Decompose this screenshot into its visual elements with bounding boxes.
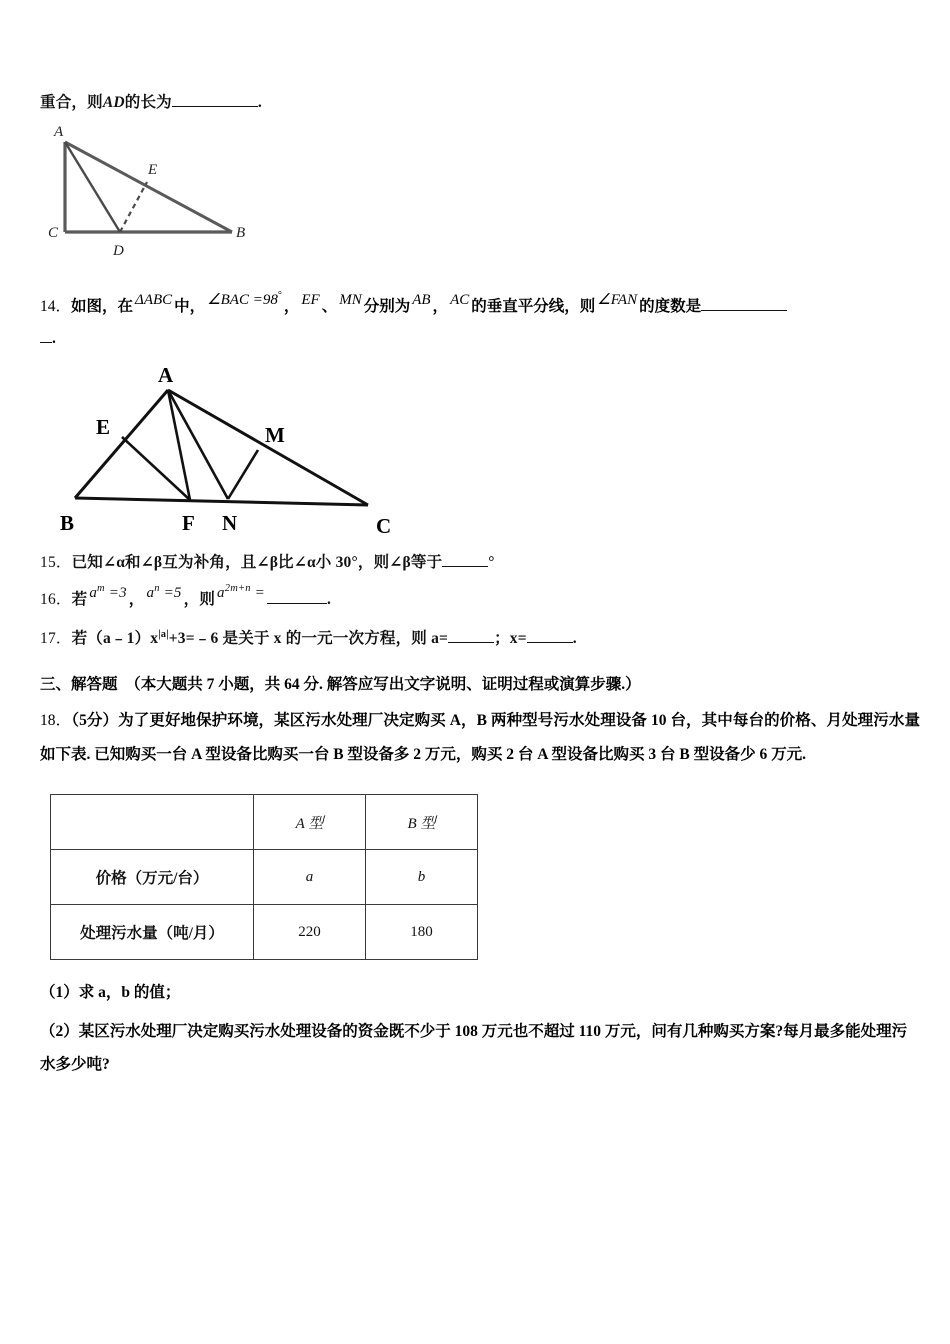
q16-eq-1: =3 bbox=[104, 585, 127, 601]
figure2-svg bbox=[40, 358, 460, 543]
q14-answer-blank[interactable] bbox=[701, 310, 787, 311]
q14-text-3: ， bbox=[283, 298, 300, 315]
q14-math-ab: AB bbox=[412, 292, 431, 308]
question-14-line2 bbox=[40, 322, 920, 356]
q17-number: 17． bbox=[40, 630, 72, 648]
table-cell-corner-empty bbox=[51, 795, 254, 850]
q17-answer-blank-a[interactable] bbox=[448, 642, 494, 643]
q14-text-5: 分别为 bbox=[363, 298, 411, 315]
q16-period: . bbox=[327, 591, 332, 608]
q16-exp-2mn: 2m+n bbox=[224, 583, 251, 594]
figure1-svg bbox=[40, 124, 340, 274]
q15-answer-blank[interactable] bbox=[442, 566, 488, 567]
figure2-label-c: C bbox=[376, 514, 392, 538]
q14-text-7: 的垂直平分线，则 bbox=[471, 298, 596, 315]
figure1-label-a: A bbox=[54, 124, 64, 140]
q14-degree-symbol: ° bbox=[277, 290, 282, 301]
q18-number: 18． bbox=[40, 712, 72, 730]
segment-de-dashed bbox=[120, 182, 147, 232]
table-cell-price-a: a bbox=[254, 850, 366, 905]
q14-text-4: 、 bbox=[321, 298, 338, 315]
segment-nm bbox=[228, 450, 258, 499]
q16-exp-m: m bbox=[97, 583, 105, 594]
q14-period: . bbox=[52, 330, 56, 347]
q16-answer-blank[interactable] bbox=[267, 603, 327, 604]
q17-text-2: +3=﹣6 是关于 x 的一元一次方程，则 a= bbox=[168, 630, 449, 648]
q17-text-3: ；x= bbox=[494, 630, 527, 648]
q18-body: 为了更好地保护环境，某区污水处理厂决定购买 A，B 两种型号污水处理设备 10 台，其中每台的价格、月处理污水量如下表. 已知购买一台 A 型设备比购买一台 B 型设备多 2 万元，购买 2 台 A 型设备比购买 3 台 B 型设备少 6 万元. bbox=[40, 712, 920, 764]
segment-ba bbox=[75, 390, 168, 498]
question-18-sub-2: （2）某区污水处理厂决定购买污水处理设备的资金既不少于 108 万元也不超过 110 万元，问有几种购买方案?每月最多能处理污水多少吨? bbox=[40, 1023, 908, 1074]
q14-math-ef: EF bbox=[301, 292, 320, 308]
q17-period: . bbox=[572, 630, 577, 648]
figure1-label-b: B bbox=[236, 225, 246, 241]
figure2-label-m: M bbox=[265, 423, 285, 447]
section-3-heading bbox=[40, 670, 920, 700]
q16-text-1: 若 bbox=[71, 591, 88, 608]
figure2-label-e: E bbox=[96, 415, 111, 439]
q16-base-a1: a bbox=[89, 585, 98, 601]
q13-segment-ad: AD bbox=[102, 94, 125, 111]
q16-text-2: ， bbox=[128, 591, 145, 608]
figure2-label-a: A bbox=[158, 363, 174, 387]
table-row-label-price: 价格（万元/台） bbox=[51, 850, 254, 905]
table-header-type-a: A 型 bbox=[254, 795, 366, 850]
page-content bbox=[40, 88, 920, 1081]
q15-unit: ° bbox=[488, 554, 495, 571]
figure1-label-d: D bbox=[113, 243, 124, 259]
q13-text-after: 的长为 bbox=[124, 94, 172, 111]
segment-ab bbox=[65, 142, 232, 232]
table-row-label-capacity: 处理污水量（吨/月） bbox=[51, 905, 254, 960]
table-row bbox=[51, 850, 478, 905]
q14-math-angle-bac bbox=[205, 292, 284, 308]
q14-text-8: 的度数是 bbox=[639, 298, 702, 315]
question-13-tail bbox=[40, 88, 920, 118]
question-16 bbox=[40, 578, 920, 618]
question-18-sub-1: （1）求 a，b 的值； bbox=[40, 984, 181, 1002]
q14-math-mn: MN bbox=[339, 292, 362, 308]
q16-eq-3: = bbox=[250, 585, 265, 601]
figure1-label-e: E bbox=[148, 162, 158, 178]
q15-number: 15． bbox=[40, 554, 72, 571]
table-cell-price-b: b bbox=[366, 850, 478, 905]
table-header-type-b: B 型 bbox=[366, 795, 478, 850]
q16-base-a3: a bbox=[217, 585, 225, 601]
q18-score: （5分） bbox=[71, 712, 119, 730]
q14-number: 14． bbox=[40, 298, 72, 315]
q14-text-6: ， bbox=[432, 298, 449, 315]
q14-math-ac: AC bbox=[450, 292, 470, 308]
q17-text-1: 若（a﹣1）x bbox=[71, 630, 159, 648]
figure2-label-n: N bbox=[222, 511, 238, 535]
table-cell-capacity-a: 220 bbox=[254, 905, 366, 960]
q16-math-a-m bbox=[87, 585, 128, 601]
q16-exp-n: n bbox=[154, 583, 160, 594]
q13-period: . bbox=[257, 94, 262, 111]
table-cell-capacity-b: 180 bbox=[366, 905, 478, 960]
question-15 bbox=[40, 548, 920, 578]
q16-eq-2: =5 bbox=[159, 585, 182, 601]
q16-base-a2: a bbox=[146, 585, 155, 601]
question-18 bbox=[40, 704, 920, 772]
q13-text-before: 重合，则 bbox=[40, 94, 103, 111]
q14-text-1: 如图，在 bbox=[71, 298, 134, 315]
figure-triangle-abc-bisectors bbox=[40, 358, 460, 548]
q17-exp-abs-a: |a| bbox=[158, 629, 169, 640]
segment-bc bbox=[75, 498, 368, 505]
figure2-label-f: F bbox=[182, 511, 195, 535]
q17-answer-blank-x[interactable] bbox=[527, 642, 573, 643]
equipment-spec-table bbox=[50, 794, 478, 960]
section-3-title: 三、解答题 bbox=[40, 676, 118, 694]
q14-angle-bac-value: ∠BAC =98 bbox=[207, 292, 278, 308]
figure1-label-c: C bbox=[48, 225, 59, 241]
q14-text-2: 中， bbox=[174, 298, 206, 315]
segment-ac bbox=[168, 390, 368, 505]
figure2-label-b: B bbox=[60, 511, 75, 535]
question-14 bbox=[40, 288, 920, 356]
q16-math-a-2mn bbox=[215, 585, 267, 601]
table-row-header bbox=[51, 795, 478, 850]
section-3-note: （本大题共 7 小题，共 64 分. 解答应写出文字说明、证明过程或演算步骤.） bbox=[125, 676, 641, 694]
q15-text: 已知∠α和∠β互为补角，且∠β比∠α小 30°，则∠β等于 bbox=[71, 554, 443, 571]
q14-math-triangle-abc: ΔABC bbox=[135, 292, 173, 308]
question-17 bbox=[40, 618, 920, 656]
figure-triangle-acb bbox=[40, 124, 340, 276]
table-row bbox=[51, 905, 478, 960]
q13-answer-blank[interactable] bbox=[172, 106, 258, 107]
q16-text-3: ，则 bbox=[183, 591, 216, 608]
q16-math-a-n bbox=[145, 585, 184, 601]
q14-answer-blank-cont[interactable] bbox=[40, 342, 52, 343]
q16-number: 16． bbox=[40, 591, 72, 608]
q14-math-angle-fan: ∠FAN bbox=[597, 292, 638, 308]
